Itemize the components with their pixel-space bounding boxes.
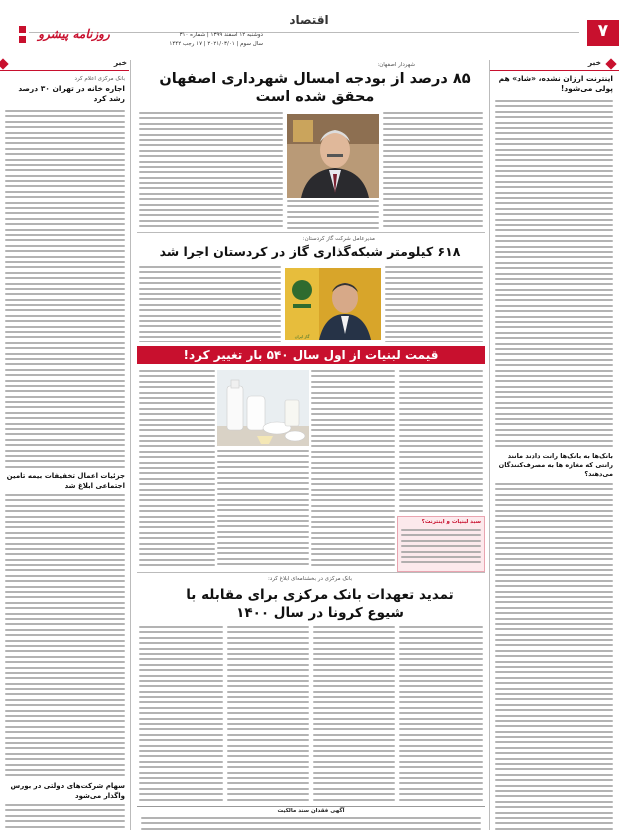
story1-body-mid (288, 200, 380, 230)
story-isfahan (136, 60, 486, 232)
issue-date-2: سال سوم | ۲۰۲۱/۰۳/۰۱ | ۱۷ رجب ۱۴۴۲ (170, 41, 264, 47)
brand-name: روزنامه پیشرو (39, 27, 111, 41)
news-tab-label: خبر (114, 58, 128, 67)
story2-photo (286, 268, 382, 340)
news-tab-label: خبر (588, 58, 602, 67)
story4-body-col2 (314, 626, 396, 802)
masthead (0, 0, 620, 60)
story3-sidebar-body (402, 529, 482, 569)
story2-body-left (140, 266, 282, 342)
story1-kicker: شهردار اصفهان: (378, 62, 416, 68)
story1-body-left (140, 112, 284, 230)
gas-logo-text: گاز ایران (295, 334, 311, 339)
story3-headline: قیمت لبنیات از اول سال ۵۴۰ بار تغییر کرد! (184, 348, 440, 362)
story2-kicker: مدیرعامل شرکت گاز کردستان: (303, 236, 376, 242)
story-kurdistan-gas (136, 234, 486, 344)
story1-body-right (384, 112, 484, 230)
section-divider (138, 232, 486, 233)
right-column-headline: اینترنت ارزان نشده، «شاد» هم پولی می‌شود! (499, 74, 614, 93)
ad-title: آگهی فقدان سند مالکیت (278, 808, 346, 814)
story3-sidebar-title: سبد لبنیات و اینترنت؟ (422, 519, 482, 525)
story3-body-left (140, 370, 216, 566)
left-kicker: بانک مرکزی اعلام کرد (75, 76, 126, 82)
tab-arrow-icon (606, 58, 617, 69)
section-label: اقتصاد (290, 13, 330, 27)
left-headline-2: جزئیات اعمال تخفیفات بیمه تامین اجتماعی ابلاغ شد (7, 472, 126, 490)
news-tab-left (0, 58, 130, 71)
ad-body (142, 817, 482, 833)
story2-headline: ۶۱۸ کیلومتر شبکه‌گذاری گاز در کردستان اجرا شد (160, 244, 462, 259)
left-headline-1: اجاره خانه در تهران ۳۰ درصد رشد کرد (19, 84, 126, 103)
right-column-subhead: بانک‌ها به بانک‌ها رانت دادند مانند رانتی که مغازه ها به مصرف‌کنندگان می‌دهند؟ (496, 450, 614, 481)
story1-headline: ۸۵ درصد از بودجه امسال شهرداری اصفهان محقق شده است (160, 71, 472, 105)
left-column (4, 72, 128, 832)
story3-photo (218, 370, 310, 446)
tab-arrow-icon (0, 58, 10, 69)
story4-headline: تمدید تعهدات بانک مرکزی برای مقابله با شیوع کرونا در سال ۱۴۰۰ (187, 587, 455, 621)
page-number: ۷ (598, 21, 610, 41)
story1-photo (288, 114, 380, 198)
story3-body-under-photo (218, 450, 310, 566)
left-body-1 (6, 110, 126, 470)
news-tab-right (490, 58, 620, 71)
left-headline-3: سهام شرکت‌های دولتی در بورس واگذار می‌شود (11, 782, 126, 800)
story3-body-right (400, 370, 484, 514)
story-central-bank (136, 574, 486, 804)
left-body-2 (6, 494, 126, 779)
story3-body-mid (312, 370, 396, 566)
section-divider (138, 572, 486, 573)
right-column (494, 72, 616, 832)
story-dairy (136, 366, 486, 570)
ad-box (138, 806, 486, 834)
story2-body-right (386, 266, 484, 342)
story3-headline-bar (138, 346, 486, 364)
issue-date-1: دوشنبه ۱۲ اسفند ۱۳۹۹ | شماره ۳۱۰ (180, 32, 264, 38)
story3-sidebar (398, 516, 486, 572)
column-divider (131, 60, 132, 830)
story4-body-col4 (140, 626, 224, 802)
story4-kicker: بانک مرکزی در بخشنامه‌ای ابلاغ کرد: (268, 576, 354, 582)
story4-body-col1 (400, 626, 484, 802)
left-body-3 (6, 804, 126, 830)
column-divider (490, 60, 491, 830)
story4-body-col3 (228, 626, 310, 802)
